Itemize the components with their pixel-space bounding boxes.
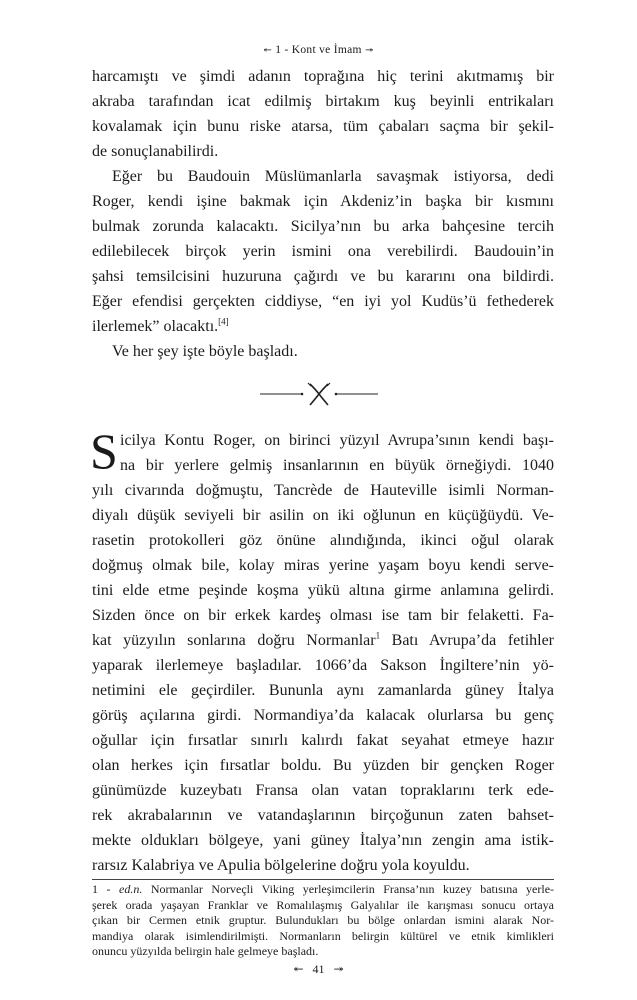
right-arrow-ornament-icon: ↠ <box>333 962 344 976</box>
text-fragment: Normanlar Norveçli Viking yerleşimcilerin Fransa’nın kuzey batısına yerle- <box>142 882 555 896</box>
paragraph-2 <box>92 164 554 339</box>
text-line: edilebilecek birçok yerin ismini ona verebilirdi. Baudouin’in <box>92 243 554 260</box>
text-line: Ve her şey işte böyle başladı. <box>112 343 298 360</box>
text-line: icilya Kontu Roger, on birinci yüzyıl Avrupa’sının kendi başı- <box>120 432 554 449</box>
text-line: yaparak ilerlemeye başladılar. 1066’da Sakson İngiltere’nin yö- <box>92 657 554 674</box>
chapter-title: 1 - Kont ve İmam <box>275 44 362 56</box>
text-fragment: kat yüzyılın sonlarına doğru Normanlar <box>92 632 376 649</box>
text-line: günümüzde kuzeybatı Fransa olan vatan topraklarını terk ede- <box>92 782 554 799</box>
paragraph-1 <box>92 64 554 164</box>
section-body <box>90 423 555 878</box>
text-line: rek akrabalarının ve vatandaşlarının birçoğunun zaten bahset- <box>92 807 554 824</box>
footnote <box>92 882 554 960</box>
text-line: harcamıştı ve şimdi adanın toprağına hiç terini akıtmamış bir <box>92 68 554 85</box>
text-line: Sizden önce on bir erkek kardeş olması ise tam bir felaketti. Fa- <box>92 607 554 624</box>
text-line: oğullar için fırsatlar sınırlı kalırdı fakat seyahat etmeye hazır <box>92 732 554 749</box>
text-line: diyalı düşük seviyeli bir asilin on iki oğlunun en küçüğüydü. Ve- <box>92 507 554 524</box>
page-number-value: 41 <box>312 962 325 976</box>
page-number <box>0 962 637 977</box>
citation-marker: [4] <box>218 316 229 327</box>
text-line: de sonuçlanabilirdi. <box>92 143 219 160</box>
text-line: Eğer bu Baudouin Müslümanlarla savaşmak istiyorsa, dedi <box>112 168 554 185</box>
text-line <box>92 314 554 339</box>
text-line <box>92 628 554 653</box>
text-line: yılı civarında doğmuştu, Tancrède de Hauteville isimli Norman- <box>92 482 554 499</box>
footnote-line: mandiya olarak isimlendirilmişti. Normanların belirgin kültürel ve etnik kimlikleri <box>92 928 554 943</box>
text-line: bulmak zorunda kalacaktı. Sicilya’nın bu arka bahçesine tercih <box>92 218 554 235</box>
section-break-ornament-icon <box>258 378 380 414</box>
running-header <box>0 44 637 56</box>
footnote-line <box>92 882 554 898</box>
text-line: Roger, kendi işine bakmak için Akdeniz’in başka bir kısmını <box>92 193 554 210</box>
drop-cap: S <box>90 423 118 479</box>
text-line: tini elde etme peşinde koşma yükü altına girme anlamına gelirdi. <box>92 582 554 599</box>
text-line: na bir yerlere gelmiş insanlarının en büyük örneğiydi. 1040 <box>120 457 554 474</box>
text-fragment: ilerlemek” olacaktı. <box>92 318 219 335</box>
paragraph-3 <box>92 339 554 364</box>
footnote-number: 1 - <box>92 882 111 896</box>
footnote-divider <box>92 879 554 880</box>
left-arrow-ornament-icon: ↞ <box>263 45 273 56</box>
text-line: kovalamak için bunu riske atarsa, tüm çabaları saçma bir şekil- <box>92 118 554 135</box>
text-fragment: Batı Avrupa’da fetihler <box>380 632 555 649</box>
text-line: olan herkes için fırsatlar boldu. Bu yüzden bir gençken Roger <box>92 757 554 774</box>
left-arrow-ornament-icon: ↞ <box>293 962 304 976</box>
text-line: doğmuş olmak bile, kolay miras yerine yaşam boyu kendi serve- <box>92 557 554 574</box>
text-line: rarsız Kalabriya ve Apulia bölgelerine doğru yola koyuldu. <box>92 857 470 874</box>
right-arrow-ornament-icon: ↠ <box>364 45 374 56</box>
footnote-line: şerek orada yaşayan Franklar ve Romalılaşmış Galyalılar ile karışması sonucu ortaya <box>92 897 554 912</box>
text-line: Eğer efendisi gerçekten ciddiyse, “en iyi yol Kudüs’ü fethederek <box>92 293 554 310</box>
text-line: görüş açılarına girdi. Normandiya’da kalacak olurlarsa bu genç <box>92 707 554 724</box>
footnote-line: onuncu yüzyılda belirgin hale gelmeye başladı. <box>92 944 319 958</box>
footnote-line: çıkan bir Cermen etnik gruptur. Bulundukları bu bölge onlardan ismini alarak Nor- <box>92 913 554 927</box>
text-line: mekte oldukları bölgeye, yani güney İtalya’nın zengin ama istik- <box>92 832 554 849</box>
text-line: şahsi temsilcisini huzuruna çağırdı ve bu kararını ona bildirdi. <box>92 268 554 285</box>
footnote-marker: 1 <box>375 630 381 641</box>
editor-note-abbrev: ed.n. <box>119 882 143 896</box>
text-line: netimini ele geçirdiler. Bununla aynı zamanlarda güney İtalya <box>92 682 554 699</box>
text-line: rasetin protokolleri göz önüne alındığında, ikinci oğul olarak <box>92 532 554 549</box>
text-line: akraba tarafından icat edilmiş birtakım kuş beyinli entrikaları <box>92 93 554 110</box>
